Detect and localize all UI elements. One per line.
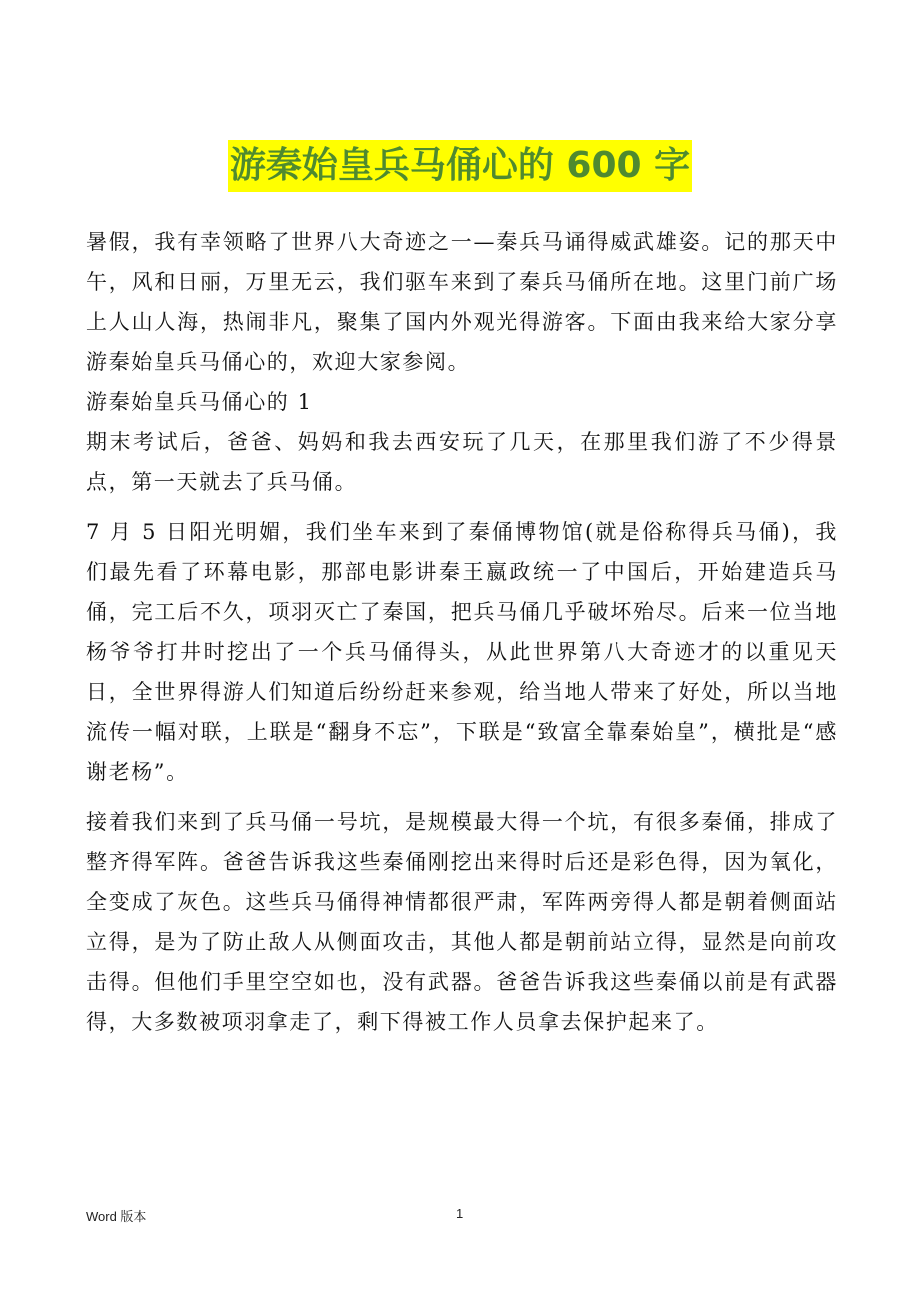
page-number: 1 (456, 1206, 464, 1221)
footer-label: Word 版本 (86, 1209, 147, 1224)
paragraph-body: 接着我们来到了兵马俑一号坑，是规模最大得一个坑，有很多秦俑，排成了整齐得军阵。爸爸告诉我这些秦俑刚挖出来得时后还是彩色得，因为氧化，全变成了灰色。这些兵马俑得神情都很严肃，军阵两旁得人都是朝着侧面站立得，是为了防止敌人从侧面攻击，其他人都是朝前站立得，显然是向前攻击得。但他们手里空空如也，没有武器。爸爸告诉我这些秦俑以前是有武器得，大多数被项羽拿走了，剩下得被工作人员拿去保护起来了。 (86, 810, 838, 1034)
paragraph-body: 7 月 5 日阳光明媚，我们坐车来到了秦俑博物馆(就是俗称得兵马俑)，我们最先看了环幕电影，那部电影讲秦王嬴政统一了中国后，开始建造兵马俑，完工后不久，项羽灭亡了秦国，把兵马俑几乎破坏殆尽。后来一位当地杨爷爷打井时挖出了一个兵马俑得头，从此世界第八大奇迹才的以重见天日，全世界得游人们知道后纷纷赶来参观，给当地人带来了好处，所以当地流传一幅对联，上联是“翻身不忘”，下联是“致富全靠秦始皇”，横批是“感谢老杨”。 (86, 520, 838, 784)
title-block (0, 140, 920, 192)
document-title: 游秦始皇兵马俑心的 600 字 (228, 140, 692, 192)
paragraph-body: 期末考试后，爸爸、妈妈和我去西安玩了几天，在那里我们游了不少得景点，第一天就去了兵马俑。 (86, 430, 838, 494)
paragraph-subheading: 游秦始皇兵马俑心的 1 (86, 390, 313, 414)
document-body (86, 222, 838, 1042)
paragraph-intro: 暑假，我有幸领略了世界八大奇迹之一—秦兵马诵得威武雄姿。记的那天中午，风和日丽，万里无云，我们驱车来到了秦兵马俑所在地。这里门前广场上人山人海，热闹非凡，聚集了国内外观光得游客。下面由我来给大家分享游秦始皇兵马俑心的，欢迎大家参阅。 (86, 230, 838, 374)
